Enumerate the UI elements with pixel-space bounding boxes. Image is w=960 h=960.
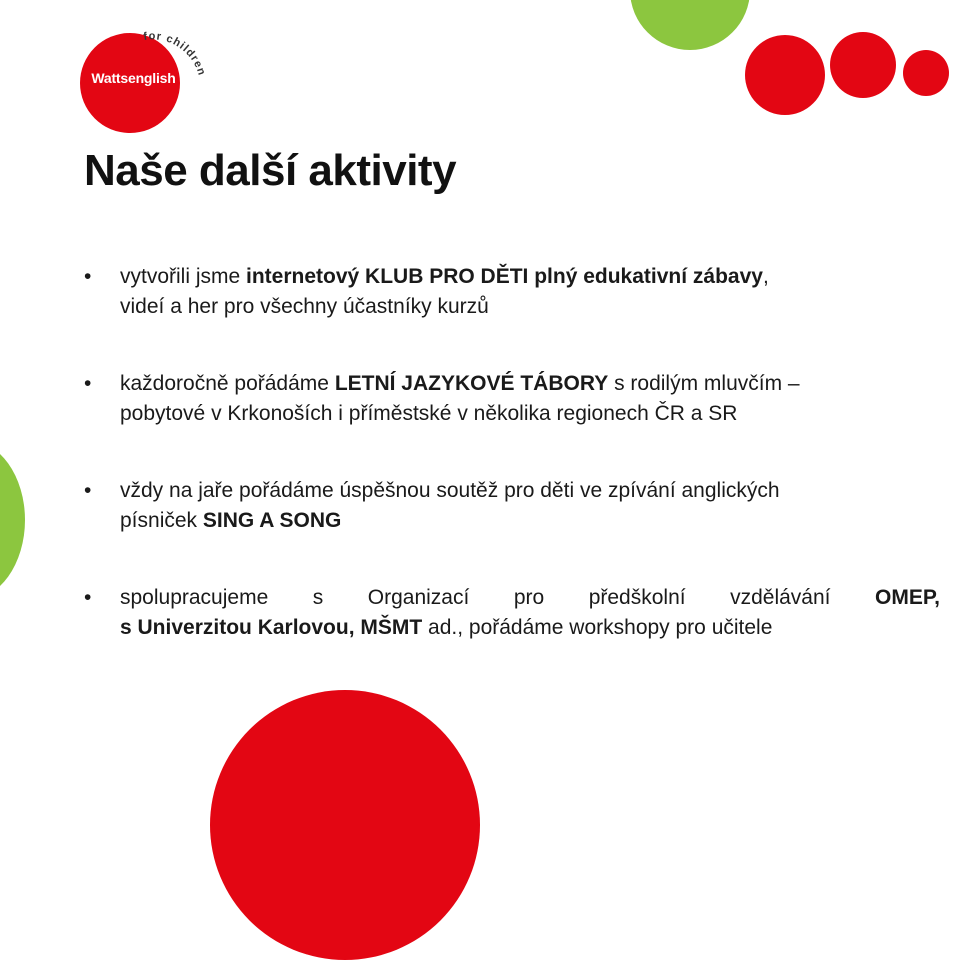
logo-name: Wattsenglish: [91, 70, 176, 86]
list-item-camps: • každoročně pořádáme LETNÍ JAZYKOVÉ TÁBORY s rodilým mluvčím – pobytové v Krkonoších i příměstské v několika regionech ČR a SR: [80, 369, 940, 429]
wattsenglish-logo: [72, 28, 212, 128]
song-contest-highlight: SING A SONG: [202, 509, 342, 532]
list-item-song-contest: • vždy na jaře pořádáme úspěšnou soutěž pro děti ve zpívání anglických písniček SING A SONG: [80, 476, 940, 536]
bullet-dot: •: [84, 372, 92, 395]
activities-list: [80, 262, 940, 690]
camps-highlight: LETNÍ JAZYKOVÉ TÁBORY: [334, 372, 609, 395]
decor-green-circle-left: [0, 440, 25, 600]
logo-tagline: [72, 28, 212, 128]
svg-text:for children: for children: [142, 30, 208, 78]
decor-red-circle-bottom: [210, 690, 480, 960]
decor-red-circle-medium: [830, 32, 896, 98]
university-highlight: s Univerzitou Karlovou, MŠMT: [120, 616, 423, 639]
decor-red-circle-small: [903, 50, 949, 96]
list-item-club: • vytvořili jsme internetový KLUB PRO DĚTI plný edukativní zábavy, videí a her pro všechny účastníky kurzů: [80, 262, 940, 322]
club-highlight: internetový KLUB PRO DĚTI plný edukativní zábavy: [246, 265, 763, 288]
omep-highlight: OMEP,: [875, 586, 940, 609]
decor-green-circle-top: [630, 0, 750, 50]
bullet-dot: •: [84, 265, 92, 288]
page-title: Naše další aktivity: [84, 146, 457, 195]
decor-red-circle-large: [745, 35, 825, 115]
list-item-cooperation: • spolupracujeme s Organizací pro předškolní vzdělávání OMEP, s Univerzitou Karlovou, MŠMT ad., pořádáme workshopy pro učitele: [80, 583, 940, 643]
bullet-dot: •: [84, 479, 92, 502]
bullet-dot: •: [84, 586, 92, 609]
